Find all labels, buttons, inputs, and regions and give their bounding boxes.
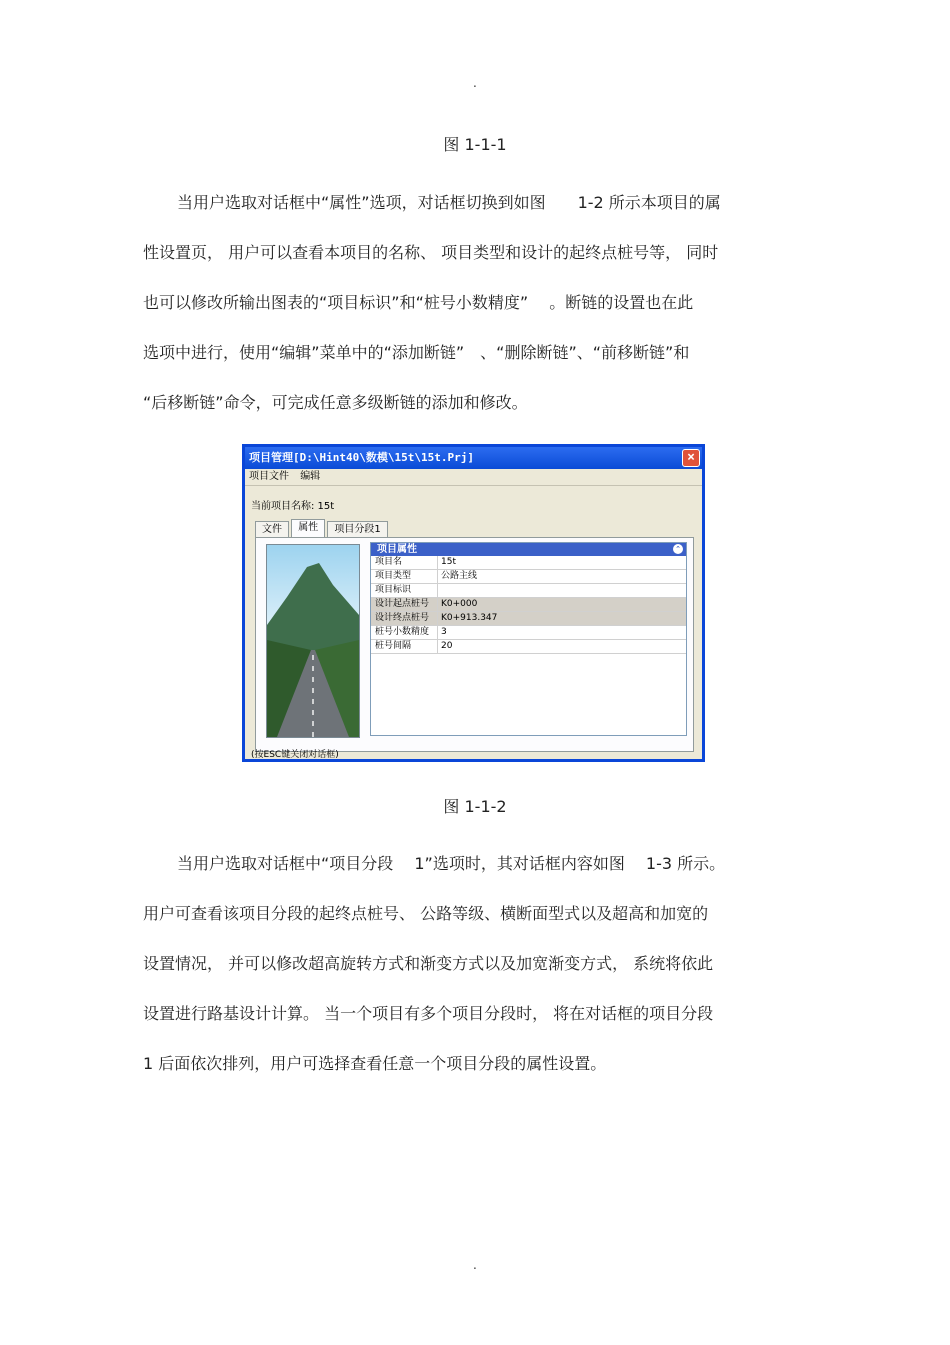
status-hint: (按ESC键关闭对话框) bbox=[251, 750, 339, 760]
property-grid bbox=[370, 542, 687, 736]
grid-header-label: 项目属性 bbox=[377, 544, 417, 555]
figure-caption-2: 图 1-1-2 bbox=[443, 797, 507, 816]
property-key: 桩号间隔 bbox=[375, 640, 438, 653]
current-project-name: 当前项目名称: 15t bbox=[251, 501, 335, 512]
tab-project-segment-1[interactable]: 项目分段1 bbox=[327, 521, 387, 537]
top-dot: . bbox=[473, 76, 477, 90]
property-value[interactable]: 15t bbox=[441, 557, 456, 567]
paragraph-line: 也可以修改所输出图表的“项目标识”和“桩号小数精度” 。断链的设置也在此 bbox=[143, 293, 694, 312]
dialog-body bbox=[245, 469, 702, 759]
paragraph-line: 当用户选取对话框中“项目分段 1”选项时，其对话框内容如图 1-3 所示。 bbox=[177, 854, 726, 873]
property-key: 项目类型 bbox=[375, 570, 438, 583]
dialog-title-bar[interactable] bbox=[245, 447, 702, 469]
figure-caption-1: 图 1-1-1 bbox=[443, 135, 507, 154]
property-key: 项目名 bbox=[375, 556, 438, 569]
property-row[interactable] bbox=[371, 598, 686, 612]
property-row[interactable] bbox=[371, 584, 686, 598]
tab-properties[interactable]: 属性 bbox=[291, 519, 325, 537]
property-row[interactable] bbox=[371, 612, 686, 626]
paragraph-line: 设置情况， 并可以修改超高旋转方式和渐变方式以及加宽渐变方式， 系统将依此 bbox=[143, 954, 714, 973]
road-photo bbox=[266, 544, 360, 738]
close-button[interactable] bbox=[682, 449, 700, 467]
bottom-dot: . bbox=[473, 1258, 477, 1272]
property-value[interactable]: 20 bbox=[441, 641, 453, 651]
paragraph-1 bbox=[143, 178, 808, 428]
paragraph-line: “后移断链”命令，可完成任意多级断链的添加和修改。 bbox=[143, 393, 528, 412]
property-row[interactable] bbox=[371, 640, 686, 654]
paragraph-line: 设置进行路基设计计算。 当一个项目有多个项目分段时， 将在对话框的项目分段 bbox=[143, 1004, 714, 1023]
property-key: 项目标识 bbox=[375, 584, 438, 597]
paragraph-line: 选项中进行，使用“编辑”菜单中的“添加断链” 、“删除断链”、“前移断链”和 bbox=[143, 343, 690, 362]
grid-header[interactable] bbox=[371, 543, 686, 556]
close-icon: × bbox=[687, 450, 695, 465]
project-manager-dialog bbox=[242, 444, 705, 762]
property-row[interactable] bbox=[371, 556, 686, 570]
paragraph-line: 用户可查看该项目分段的起终点桩号、 公路等级、横断面型式以及超高和加宽的 bbox=[143, 904, 709, 923]
properties-panel bbox=[255, 537, 694, 752]
paragraph-line: 1 后面依次排列，用户可选择查看任意一个项目分段的属性设置。 bbox=[143, 1054, 607, 1073]
property-key: 设计终点桩号 bbox=[375, 612, 438, 625]
property-key: 设计起点桩号 bbox=[375, 598, 438, 611]
property-key: 桩号小数精度 bbox=[375, 626, 438, 639]
collapse-icon[interactable]: ⌃ bbox=[673, 544, 683, 554]
property-value[interactable]: K0+913.347 bbox=[441, 613, 498, 623]
property-value[interactable]: 3 bbox=[441, 627, 447, 637]
paragraph-line: 当用户选取对话框中“属性”选项，对话框切换到如图 1-2 所示本项目的属 bbox=[177, 193, 721, 212]
paragraph-2 bbox=[143, 839, 808, 1089]
property-row[interactable] bbox=[371, 626, 686, 640]
property-row[interactable] bbox=[371, 570, 686, 584]
property-rows bbox=[371, 556, 686, 654]
dialog-title: 项目管理[D:\Hint40\数模\15t\15t.Prj] bbox=[249, 451, 474, 464]
menu-item-edit[interactable]: 编辑 bbox=[300, 471, 321, 482]
tab-file[interactable]: 文件 bbox=[255, 521, 289, 537]
property-value[interactable]: 公路主线 bbox=[441, 571, 478, 581]
property-value[interactable]: K0+000 bbox=[441, 599, 478, 609]
menu-item-project-file[interactable]: 项目文件 bbox=[249, 471, 289, 482]
menu-bar bbox=[245, 469, 702, 486]
paragraph-line: 性设置页， 用户可以查看本项目的名称、 项目类型和设计的起终点桩号等， 同时 bbox=[143, 243, 719, 262]
tab-strip bbox=[255, 521, 387, 537]
